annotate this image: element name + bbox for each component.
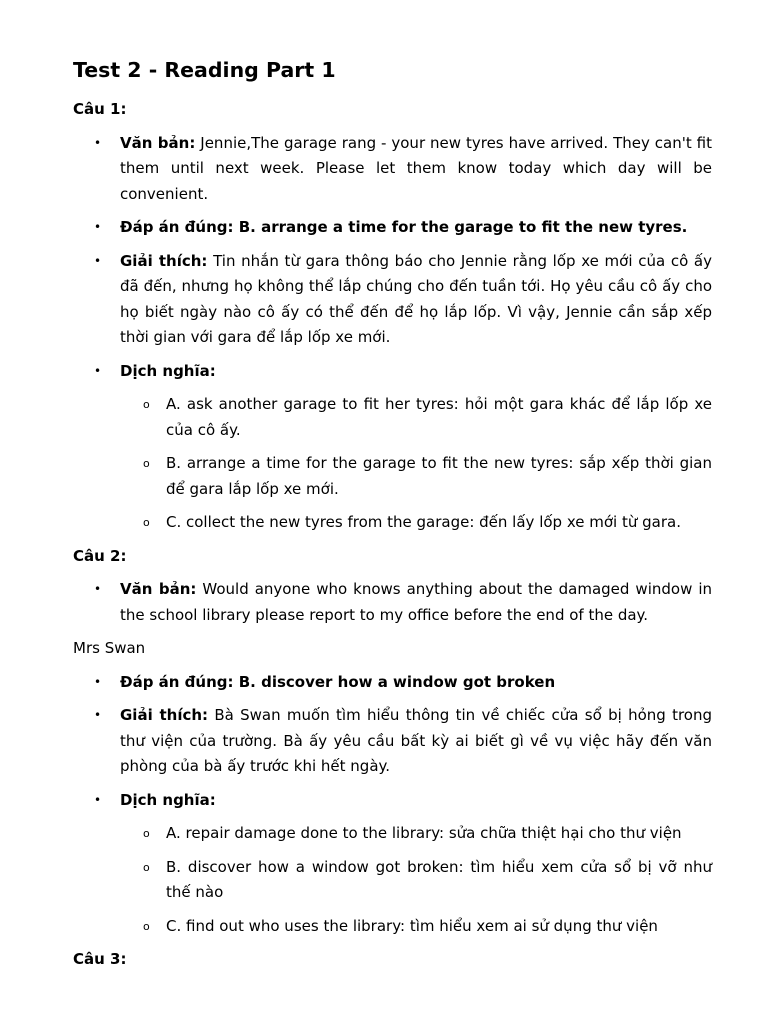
translate-label: Dịch nghĩa: <box>120 361 216 380</box>
question-2-explanation <box>73 703 712 780</box>
question-1-label: Câu 1: <box>73 100 127 118</box>
question-1-list <box>73 131 712 536</box>
question-1-options <box>120 392 712 536</box>
text-content: Would anyone who knows anything about the damaged window in the school library please report to my office before the end of the day. <box>120 580 713 624</box>
question-1-text <box>73 131 712 208</box>
explain-content: Bà Swan muốn tìm hiểu thông tin về chiếc cửa sổ bị hỏng trong thư viện của trường. Bà ấy yêu cầu bất kỳ ai biết gì về vụ việc hãy đến văn phòng của bà ấy trước khi hết ngày. <box>120 706 713 775</box>
explain-label: Giải thích: <box>120 706 209 724</box>
translate-label: Dịch nghĩa: <box>120 790 216 809</box>
answer-text: Đáp án đúng: B. arrange a time for the garage to fit the new tyres. <box>120 218 688 236</box>
page-title: Test 2 - Reading Part 1 <box>73 58 336 82</box>
option-item: o B. arrange a time for the garage to fit the new tyres: sắp xếp thời gian để gara lắp lốp xe mới. <box>73 451 712 502</box>
question-3-label: Câu 3: <box>73 950 127 968</box>
question-1-translation <box>73 359 712 536</box>
question-2-text <box>73 577 712 628</box>
question-2-text-list <box>73 577 712 628</box>
option-item: o A. repair damage done to the library: sửa chữa thiệt hại cho thư viện <box>73 821 712 847</box>
question-2-translation <box>73 788 712 940</box>
question-2-signature: Mrs Swan <box>73 639 146 657</box>
document-page <box>73 55 712 981</box>
text-label: Văn bản: <box>120 133 196 152</box>
option-item: o A. ask another garage to fit her tyres: hỏi một gara khác để lắp lốp xe của cô ấy. <box>73 392 712 443</box>
explain-label: Giải thích: <box>120 251 208 270</box>
option-item: o B. discover how a window got broken: tìm hiểu xem cửa sổ bị vỡ như thế nào <box>73 855 712 906</box>
text-content: Jennie,The garage rang - your new tyres have arrived. They can't fit them until next week. Please let them know today which day will be convenient. <box>120 133 712 203</box>
option-item: o C. find out who uses the library: tìm hiểu xem ai sử dụng thư viện <box>73 914 712 940</box>
question-2-answer <box>73 670 712 696</box>
question-2-list <box>73 670 712 940</box>
explain-content: Tin nhắn từ gara thông báo cho Jennie rằng lốp xe mới của cô ấy đã đến, nhưng họ không thể lắp chúng cho đến tuần tới. Họ yêu cầu cô ấy cho họ biết ngày nào cô ấy có thể đến để họ lắp lốp. Vì vậy, Jennie cần sắp xếp thời gian với gara để lắp lốp xe mới. <box>120 251 713 346</box>
text-label: Văn bản: <box>120 580 197 598</box>
question-1-answer <box>73 215 712 241</box>
question-1-explanation <box>73 249 712 351</box>
answer-text: Đáp án đúng: B. discover how a window got broken <box>120 672 556 691</box>
option-item: o C. collect the new tyres from the garage: đến lấy lốp xe mới từ gara. <box>73 510 712 536</box>
question-2-label: Câu 2: <box>73 546 127 565</box>
question-2-options <box>120 821 712 939</box>
